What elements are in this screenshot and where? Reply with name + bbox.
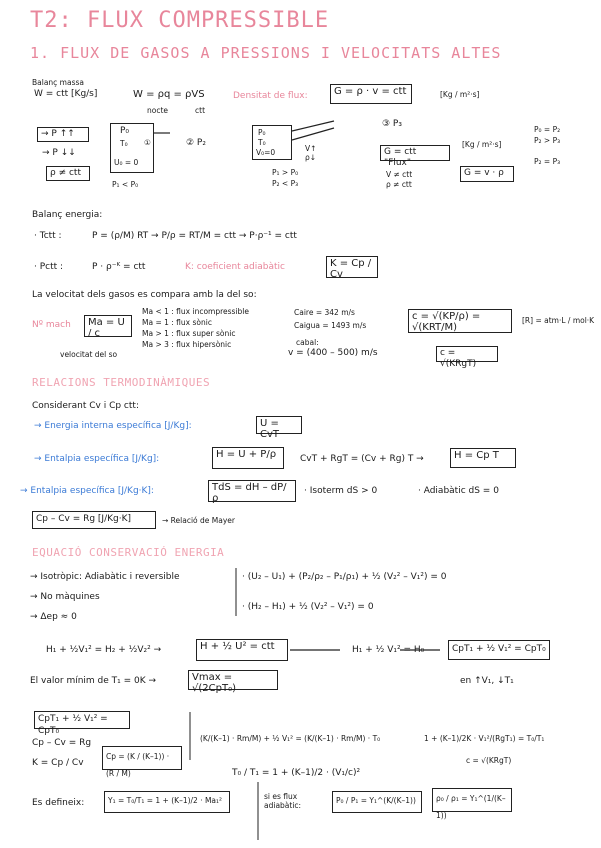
pressure-ratio-box: P₀ / P₁ = Y₁^(K/(K–1)) [332,791,422,813]
tank1-p0: P₀ [120,126,130,136]
final-c-def: c = √(KRgT) [466,756,512,765]
relations-heading: RELACIONS TERMODINÀMIQUES [32,376,211,389]
w-formula: W = ρq = ρVS [133,89,205,100]
relations-consider: Considerant Cv i Cp ctt: [32,401,139,411]
k-label: K: coeficient adiabàtic [185,262,285,272]
p-up-box: → P ↑↑ [37,127,89,142]
g-box: G = v · ρ [460,166,514,182]
rho-neq-box: ρ ≠ ctt [46,166,90,181]
condition-isotropic: → Isotròpic: Adiabàtic i reversible [30,572,180,582]
internal-energy-box: U = CvT [256,416,302,434]
tank2-p0: P₀ [258,128,266,137]
velocity-sound-note: velocitat del so [60,350,118,359]
c-water: Caigua = 1493 m/s [294,321,367,330]
mach-range-3: Ma > 1 : flux super sònic [142,329,236,338]
flux-box: G = ctt "Flux" [380,145,450,161]
energy-box-2: CpT₁ + ½ V₁² = CpT₀ [448,640,550,660]
condition-ep: → Δep ≈ 0 [30,612,77,622]
tank1-t0: T₀ [120,139,128,148]
entropy-label: → Entalpia específica [J/Kg·K]: [20,486,154,496]
mayer-note: → Relació de Mayer [162,516,235,525]
tank1-u0: U₀ = 0 [114,158,139,167]
tank2-cond2: P₂ < P₃ [272,179,299,188]
cabal-equation: v = (400 – 500) m/s [288,348,378,358]
c-air: Caire = 342 m/s [294,308,355,317]
condition-no-machines: → No màquines [30,592,100,602]
enthalpy-box: H = U + P/ρ [212,447,284,469]
vmax-box: Vmax = √(2CpT₀) [188,670,278,690]
cp-box: Cp = (K / (K–1)) · (R / M) [102,746,182,770]
increase-note: en ↑V₁, ↓T₁ [460,676,514,686]
relation-1: P₀ = P₂ [534,125,561,134]
w-eq: W = ctt [Kg/s] [34,89,98,99]
energy-balance-label: Balanç energia: [32,210,103,220]
tank1-num: ① [144,138,151,147]
min-value-note: El valor mínim de T₁ = 0K → [30,676,157,686]
y-definition-box: Y₁ = T₀/T₁ = 1 + (K–1)/2 · Ma₁² [104,791,230,813]
energy-line-1: H₁ + ½V₁² = H₂ + ½V₂² → [46,645,162,655]
mach-range-1: Ma < 1 : flux incompressible [142,307,249,316]
density-ratio-box: ρ₀ / ρ₁ = Y₁^(1/(K–1)) [432,788,512,812]
mayer-box: Cp – Cv = Rg [J/Kg·K] [32,511,156,529]
pctt-equation: P · ρ⁻ᴷ = ctt [92,262,146,272]
ctt-note: ctt [195,106,206,115]
page-title: T2: FLUX COMPRESSIBLE [30,8,330,33]
enthalpy-label: → Entalpia específica [J/Kg]: [34,454,160,464]
cabal-label: cabal: [296,338,319,347]
adiabatic-flux-note: si es flux adiabàtic: [264,792,302,810]
conservation-heading: EQUACIÓ CONSERVACIÓ ENERGIA [32,546,225,559]
mach-range-4: Ma > 3 : flux hipersònic [142,340,232,349]
mass-balance-label: Balanç massa [32,78,84,87]
sound-speed-box: c = √(KP/ρ) = √(KRT/M) [408,309,512,333]
point-2: ② P₂ [186,138,206,148]
rho-neq-2: ρ ≠ ctt [386,180,412,189]
enthalpy-box-2: H = Cp T [450,448,516,468]
final-eq-mid: (K/(K–1) · Rm/M) + ½ V₁² = (K/(K–1) · Rm/M) · T₀ [200,734,381,743]
page-subtitle: 1. FLUX DE GASOS A PRESSIONS I VELOCITATS ALTES [30,44,502,62]
density-box: G = ρ · v = ctt [330,84,412,104]
temperature-ratio: T₀ / T₁ = 1 + (K–1)/2 · (V₁/c)² [232,768,361,778]
r-units: [R] = atm·L / mol·K [522,316,595,325]
enthalpy-expansion: CvT + RgT = (Cv + Rg) T → [300,454,424,464]
conservation-eq-1: · (U₂ – U₁) + (P₂/ρ₂ – P₁/ρ₁) + ½ (V₂² – V₁²) = 0 [242,572,447,582]
relation-2: P₂ > P₃ [534,136,561,145]
pctt-label: · Pctt : [34,262,64,272]
conservation-eq-2: · (H₂ – H₁) + ½ (V₂² – V₁²) = 0 [242,602,374,612]
entropy-box: TdS = dH – dP/ρ [208,480,296,502]
define-label: Es defineix: [32,798,85,808]
energy-box-1: H + ½ U² = ctt [196,639,288,661]
isotherm-note: · Isoterm dS > 0 [304,486,378,496]
internal-energy-label: → Energia interna específica [J/Kg]: [34,421,192,431]
adiabatic-note: · Adiabàtic dS = 0 [418,486,499,496]
sound-speed-box-2: c = √(KRgT) [436,346,498,362]
final-k: K = Cp / Cv [32,758,84,768]
final-eq-right: 1 + (K–1)/2K · V₁²/(RgT₁) = T₀/T₁ [424,734,545,743]
energy-line-2: H₁ + ½ V₁² = H₀ [352,645,425,655]
final-box-top: CpT₁ + ½ V₁² = CpT₀ [34,711,130,729]
mach-box: Ma = U / c [84,315,132,337]
relation-3: P₂ = P₃ [534,157,561,166]
velocity-label: La velocitat dels gasos es compara amb la del so: [32,290,257,300]
nocte-note: nocte [147,106,169,115]
tank2-cond1: P₁ > P₀ [272,168,299,177]
tank2-arrows: V↑ ρ↓ [305,144,317,162]
mach-label: Nº mach [32,320,71,330]
tctt-equation: P = (ρ/M) RT → P/ρ = RT/M = ctt → P·ρ⁻¹ = ctt [92,231,297,241]
density-units: [Kg / m²·s] [440,90,480,99]
point-3: ③ P₃ [382,119,402,129]
p-down-text: → P ↓↓ [42,148,76,158]
mach-range-2: Ma = 1 : flux sònic [142,318,212,327]
tank2-t0: T₀ [258,138,266,147]
tank1-cond: P₁ < P₀ [112,180,139,189]
k-box: K = Cp / Cv [326,256,378,278]
flux-units: [Kg / m²·s] [462,140,502,149]
tank2-v0: V₀=0 [256,148,276,157]
density-label: Densitat de flux: [233,91,308,101]
v-neq: V ≠ ctt [386,170,413,179]
final-mayer: Cp – Cv = Rg [32,738,92,748]
tctt-label: · Tctt : [34,231,62,241]
